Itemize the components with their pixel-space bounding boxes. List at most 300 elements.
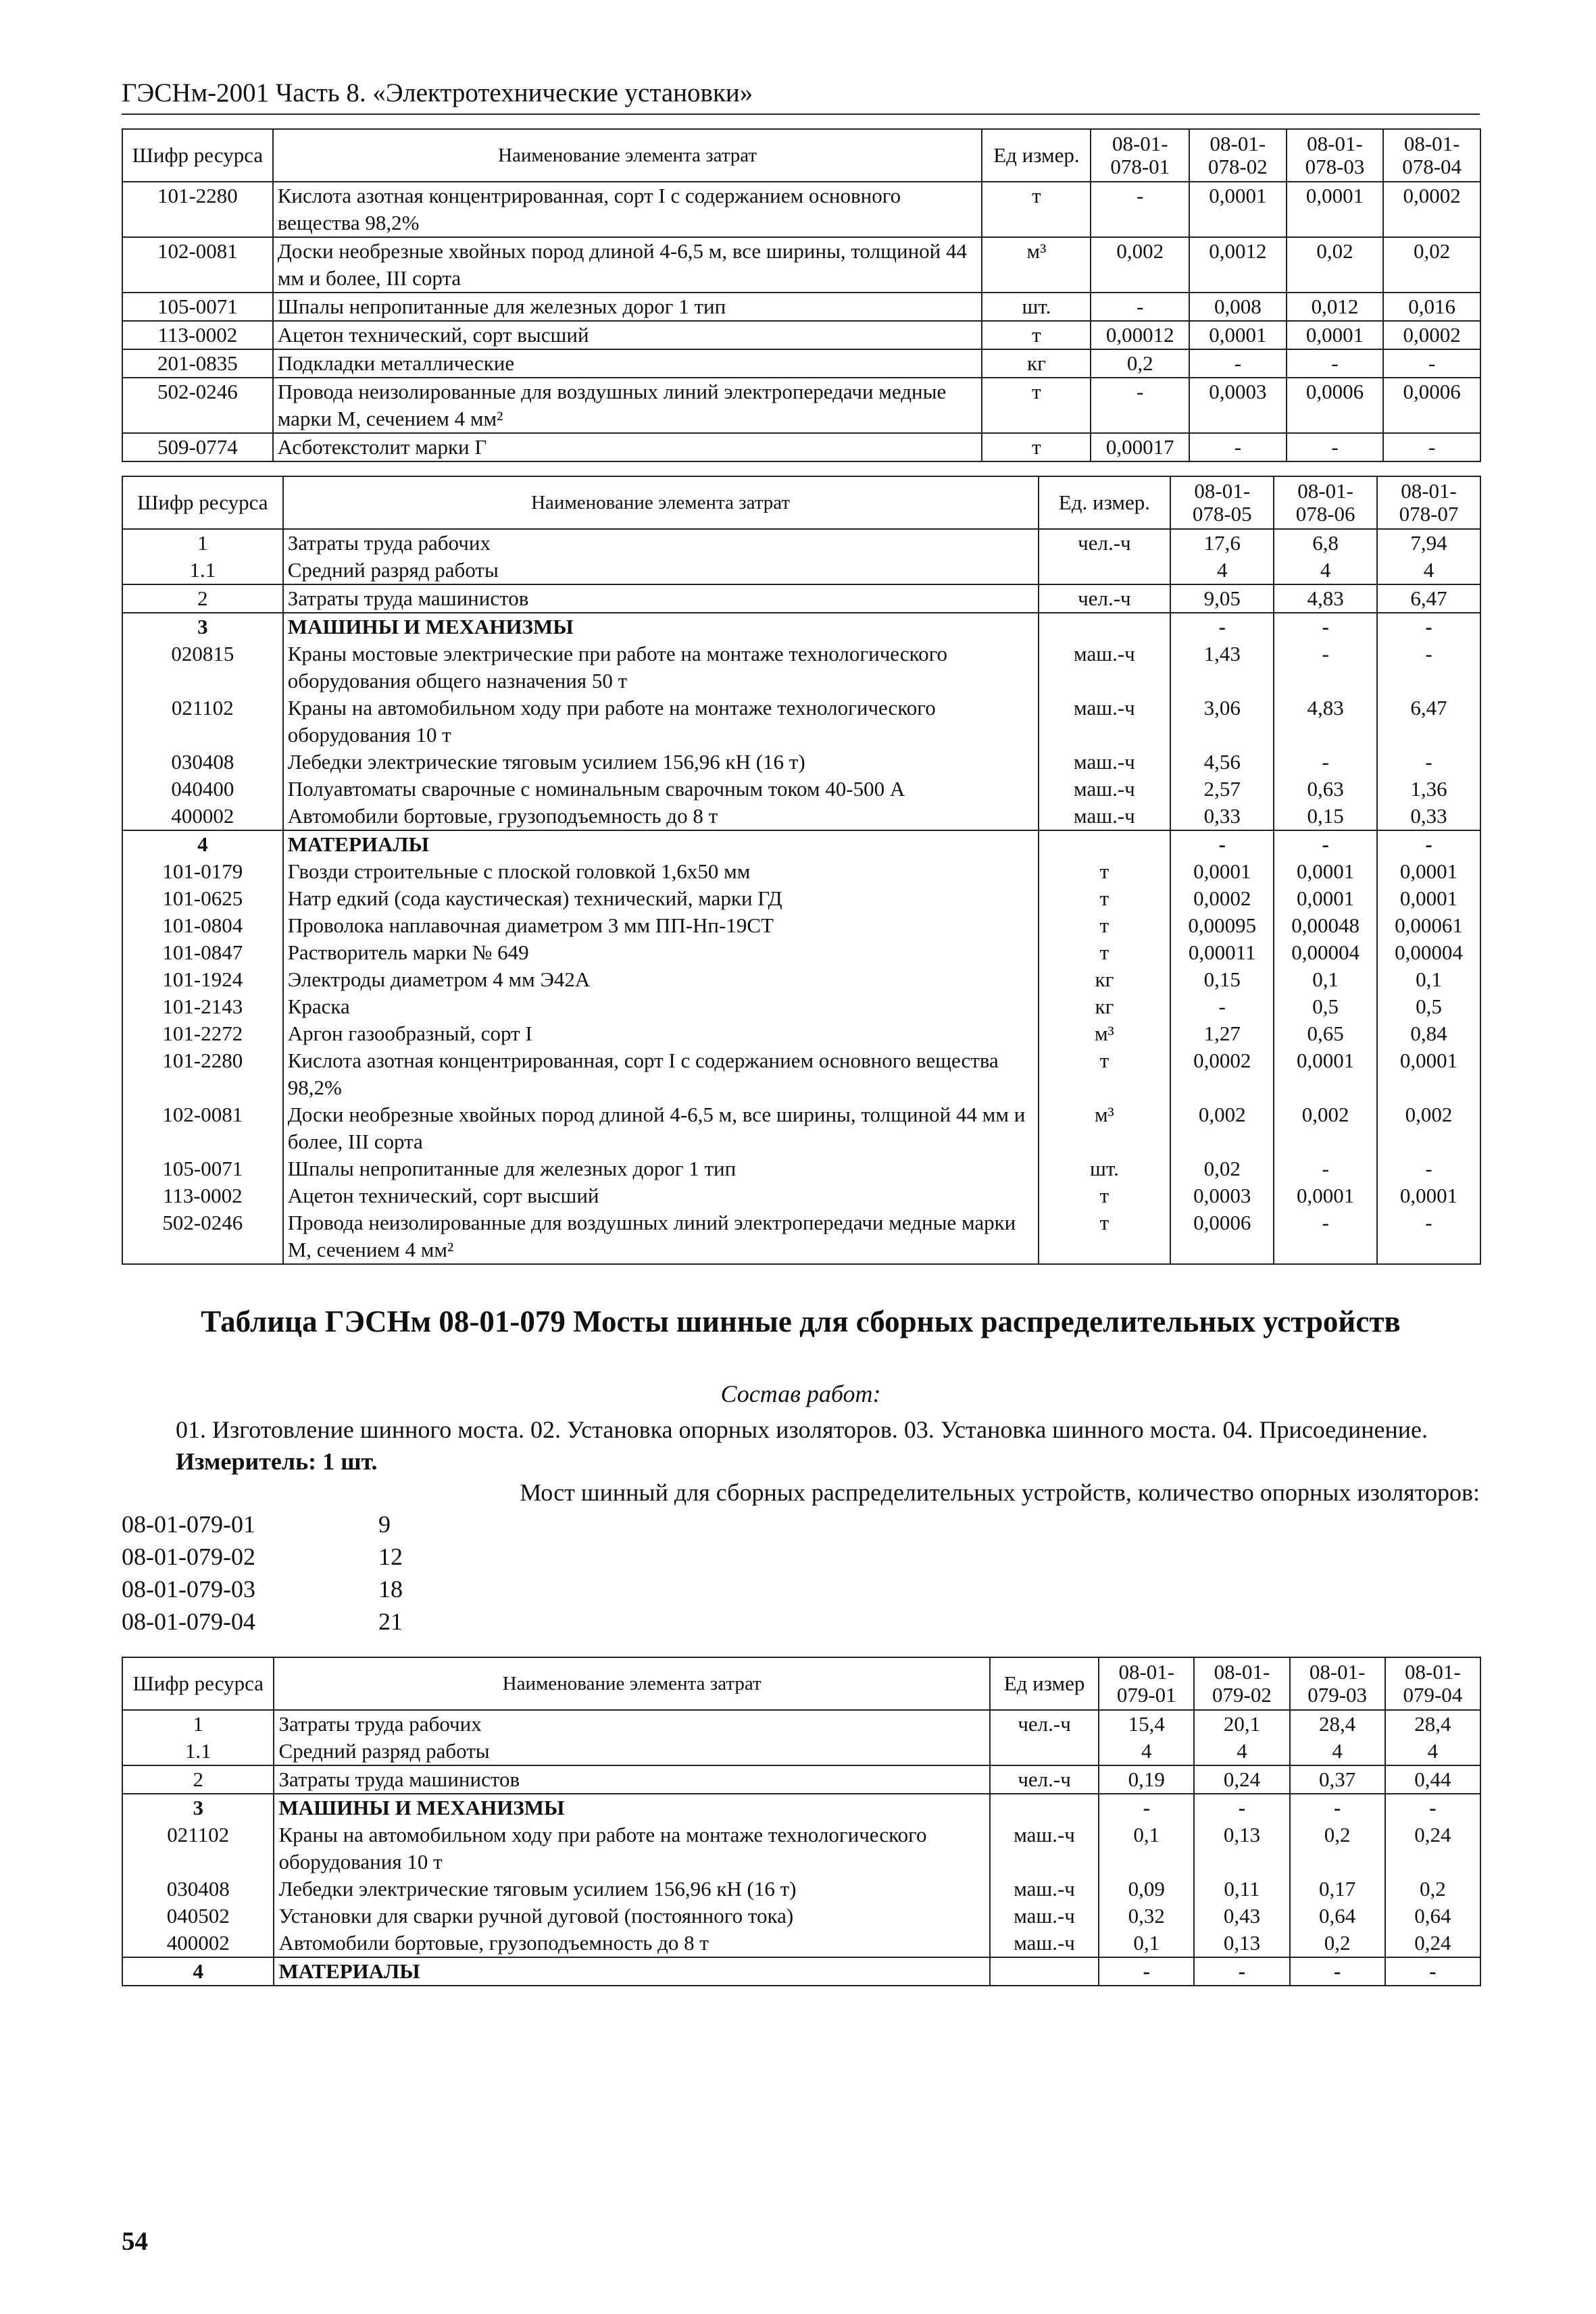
norm-value: 0,64 <box>1385 1903 1480 1930</box>
norm-value: 0,2 <box>1290 1821 1385 1876</box>
norm-value: - <box>1377 613 1480 640</box>
norm-value: 0,0012 <box>1189 237 1287 293</box>
norm-value: - <box>1099 1957 1194 1986</box>
norm-value: 4,56 <box>1170 749 1274 776</box>
resource-name: Ацетон технический, сорт высший <box>273 321 982 349</box>
document-page <box>122 74 1480 1986</box>
table-row <box>122 182 1480 237</box>
resource-code: 030408 <box>122 749 283 776</box>
norm-value: 0,008 <box>1189 293 1287 321</box>
table-row <box>122 803 1480 830</box>
norm-value: 0,0001 <box>1274 885 1377 912</box>
norm-value: - <box>1170 993 1274 1020</box>
norm-value: 0,1 <box>1274 966 1377 993</box>
norm-value: 0,00011 <box>1170 939 1274 966</box>
table-row <box>122 584 1480 613</box>
resource-name: Аргон газообразный, сорт I <box>283 1020 1039 1047</box>
page-number: 54 <box>122 2227 148 2256</box>
unit: т <box>1039 912 1171 939</box>
resource-code: 040400 <box>122 776 283 803</box>
unit: чел.-ч <box>1039 584 1171 613</box>
resource-name: Электроды диаметром 4 мм Э42А <box>283 966 1039 993</box>
meter: Измеритель: 1 шт. <box>176 1448 378 1475</box>
unit <box>1039 830 1171 858</box>
table-row <box>122 939 1480 966</box>
norm-value: 4,83 <box>1274 695 1377 749</box>
column-header: Наименование элемента затрат <box>283 476 1039 529</box>
column-header: 08-01-078-07 <box>1377 476 1480 529</box>
column-header: 08-01-078-02 <box>1189 129 1287 182</box>
norm-value: 6,8 <box>1274 529 1377 557</box>
resource-code: 400002 <box>122 1930 274 1957</box>
unit: кг <box>1039 966 1171 993</box>
norm-value: 0,00048 <box>1274 912 1377 939</box>
norm-value: - <box>1170 613 1274 640</box>
unit: маш.-ч <box>990 1930 1099 1957</box>
norm-value: - <box>1274 640 1377 695</box>
norm-value: 0,65 <box>1274 1020 1377 1047</box>
norm-value: 0,0001 <box>1274 858 1377 885</box>
norm-value: - <box>1170 830 1274 858</box>
unit: т <box>1039 1047 1171 1101</box>
table-row <box>122 349 1480 378</box>
norm-value: 0,32 <box>1099 1903 1194 1930</box>
resource-code: 021102 <box>122 1821 274 1876</box>
column-header: 08-01-079-02 <box>1194 1657 1289 1710</box>
resource-name: Лебедки электрические тяговым усилием 156,96 кН (16 т) <box>274 1876 989 1903</box>
norm-value: 0,24 <box>1385 1821 1480 1876</box>
unit: маш.-ч <box>1039 776 1171 803</box>
unit <box>1039 557 1171 584</box>
norm-value: 4 <box>1170 557 1274 584</box>
column-header: Наименование элемента затрат <box>274 1657 989 1710</box>
meter-description: Мост шинный для сборных распределительных устройств, количество опорных изоляторов: <box>520 1479 1480 1506</box>
table-row <box>122 1710 1480 1738</box>
norm-value: 0,17 <box>1290 1876 1385 1903</box>
resource-name: МАШИНЫ И МЕХАНИЗМЫ <box>274 1794 989 1821</box>
table-row <box>122 1903 1480 1930</box>
resource-code: 101-2280 <box>122 182 273 237</box>
code: 08-01-079-03 <box>122 1576 255 1603</box>
unit: т <box>1039 885 1171 912</box>
norm-value: 7,94 <box>1377 529 1480 557</box>
norm-value: - <box>1383 433 1480 461</box>
column-header: Шифр ресурса <box>122 476 283 529</box>
norm-value: 0,1 <box>1377 966 1480 993</box>
norm-value: 2,57 <box>1170 776 1274 803</box>
norm-value: 0,13 <box>1194 1821 1289 1876</box>
table-row <box>122 776 1480 803</box>
norm-value: 0,5 <box>1377 993 1480 1020</box>
code-list <box>122 1508 1480 1638</box>
norm-value: 0,00012 <box>1091 321 1189 349</box>
resource-name: Полуавтоматы сварочные с номинальным сварочным током 40-500 А <box>283 776 1039 803</box>
code-item <box>122 1540 1480 1573</box>
norm-value: - <box>1290 1794 1385 1821</box>
insulator-count: 12 <box>378 1543 403 1570</box>
norm-value: - <box>1194 1957 1289 1986</box>
norm-value: 0,84 <box>1377 1020 1480 1047</box>
table-row <box>122 1930 1480 1957</box>
norm-value: 4 <box>1385 1738 1480 1765</box>
norm-value: - <box>1377 1155 1480 1182</box>
unit: т <box>1039 858 1171 885</box>
resource-name: Краны мостовые электрические при работе на монтаже технологического оборудования общего назначения 50 т <box>283 640 1039 695</box>
table-row <box>122 695 1480 749</box>
norm-value: 0,0002 <box>1383 182 1480 237</box>
norm-value: 0,002 <box>1170 1101 1274 1155</box>
norm-value: 4 <box>1194 1738 1289 1765</box>
norm-value: 0,0001 <box>1170 858 1274 885</box>
norm-value: 0,00061 <box>1377 912 1480 939</box>
table-row <box>122 293 1480 321</box>
unit: т <box>1039 1182 1171 1209</box>
norm-value: - <box>1383 349 1480 378</box>
column-header: 08-01-078-03 <box>1287 129 1384 182</box>
table-row <box>122 529 1480 557</box>
column-header: Ед измер. <box>982 129 1091 182</box>
norm-value: 0,2 <box>1385 1876 1480 1903</box>
resource-name: Средний разряд работы <box>274 1738 989 1765</box>
norm-value: - <box>1287 433 1384 461</box>
unit: шт. <box>982 293 1091 321</box>
norm-value: 0,0003 <box>1170 1182 1274 1209</box>
norm-value: 0,0003 <box>1189 378 1287 433</box>
norm-value: 4 <box>1377 557 1480 584</box>
unit: м³ <box>982 237 1091 293</box>
norm-value: - <box>1274 830 1377 858</box>
norm-value: 28,4 <box>1385 1710 1480 1738</box>
resource-code: 2 <box>122 1765 274 1794</box>
norm-value: 0,02 <box>1170 1155 1274 1182</box>
resource-name: Затраты труда рабочих <box>274 1710 989 1738</box>
norm-value: 0,24 <box>1194 1765 1289 1794</box>
norm-value: 0,0006 <box>1170 1209 1274 1264</box>
resource-code: 101-2143 <box>122 993 283 1020</box>
norm-value: 0,63 <box>1274 776 1377 803</box>
norm-value: 0,1 <box>1099 1821 1194 1876</box>
table-row <box>122 830 1480 858</box>
resource-name: Краска <box>283 993 1039 1020</box>
norm-value: - <box>1194 1794 1289 1821</box>
unit: маш.-ч <box>990 1876 1099 1903</box>
table-row <box>122 433 1480 461</box>
norm-value: - <box>1274 1209 1377 1264</box>
unit: маш.-ч <box>990 1821 1099 1876</box>
unit: маш.-ч <box>990 1903 1099 1930</box>
norm-value: 0,0006 <box>1383 378 1480 433</box>
code-item <box>122 1508 1480 1540</box>
unit: чел.-ч <box>990 1710 1099 1738</box>
resource-name: Установки для сварки ручной дуговой (постоянного тока) <box>274 1903 989 1930</box>
resource-table-079 <box>122 1657 1481 1986</box>
resource-code: 3 <box>122 1794 274 1821</box>
norm-value: - <box>1385 1794 1480 1821</box>
table-row <box>122 557 1480 584</box>
resource-name: Автомобили бортовые, грузоподъемность до 8 т <box>274 1930 989 1957</box>
table-row <box>122 1876 1480 1903</box>
unit: чел.-ч <box>1039 529 1171 557</box>
column-header: Шифр ресурса <box>122 129 273 182</box>
column-header: Наименование элемента затрат <box>273 129 982 182</box>
resource-name: Гвозди строительные с плоской головкой 1,6x50 мм <box>283 858 1039 885</box>
table-row <box>122 1794 1480 1821</box>
norm-value: 0,0001 <box>1274 1182 1377 1209</box>
table-row <box>122 1155 1480 1182</box>
resource-code: 105-0071 <box>122 1155 283 1182</box>
resource-code: 101-0847 <box>122 939 283 966</box>
norm-value: - <box>1189 433 1287 461</box>
norm-value: 0,19 <box>1099 1765 1194 1794</box>
norm-value: - <box>1091 182 1189 237</box>
table-row <box>122 912 1480 939</box>
unit: чел.-ч <box>990 1765 1099 1794</box>
resource-code: 1.1 <box>122 557 283 584</box>
norm-value: 0,0001 <box>1189 321 1287 349</box>
table-row <box>122 1209 1480 1264</box>
norm-value: 0,02 <box>1383 237 1480 293</box>
norm-value: 0,44 <box>1385 1765 1480 1794</box>
unit: т <box>1039 1209 1171 1264</box>
norm-value: 0,002 <box>1274 1101 1377 1155</box>
resource-name: Натр едкий (сода каустическая) технический, марки ГД <box>283 885 1039 912</box>
norm-value: 0,1 <box>1099 1930 1194 1957</box>
norm-value: 0,2 <box>1091 349 1189 378</box>
norm-value: 0,2 <box>1290 1930 1385 1957</box>
norm-value: 4,83 <box>1274 584 1377 613</box>
norm-value: 0,0001 <box>1377 885 1480 912</box>
resource-code: 101-2272 <box>122 1020 283 1047</box>
norm-value: 0,43 <box>1194 1903 1289 1930</box>
table-row <box>122 1765 1480 1794</box>
norm-value: - <box>1274 613 1377 640</box>
resource-name: Проволока наплавочная диаметром 3 мм ПП-Нп-19СТ <box>283 912 1039 939</box>
norm-value: 17,6 <box>1170 529 1274 557</box>
norm-value: - <box>1287 349 1384 378</box>
norm-value: 0,02 <box>1287 237 1384 293</box>
table-row <box>122 378 1480 433</box>
unit: маш.-ч <box>1039 640 1171 695</box>
unit: м³ <box>1039 1101 1171 1155</box>
column-header: 08-01-078-01 <box>1091 129 1189 182</box>
resource-name: МАТЕРИАЛЫ <box>283 830 1039 858</box>
norm-value: 0,00017 <box>1091 433 1189 461</box>
table-row <box>122 613 1480 640</box>
table-row <box>122 640 1480 695</box>
insulator-count: 21 <box>378 1608 403 1635</box>
resource-name: Ацетон технический, сорт высший <box>283 1182 1039 1209</box>
norm-value: 0,0001 <box>1274 1047 1377 1101</box>
unit: т <box>982 378 1091 433</box>
norm-value: 1,36 <box>1377 776 1480 803</box>
resource-code: 040502 <box>122 1903 274 1930</box>
unit: м³ <box>1039 1020 1171 1047</box>
norm-value: 0,33 <box>1170 803 1274 830</box>
norm-value: 3,06 <box>1170 695 1274 749</box>
norm-value: - <box>1091 293 1189 321</box>
table-row <box>122 1101 1480 1155</box>
norm-value: 0,0002 <box>1170 1047 1274 1101</box>
norm-value: - <box>1377 1209 1480 1264</box>
norm-value: 0,13 <box>1194 1930 1289 1957</box>
resource-code: 3 <box>122 613 283 640</box>
norm-value: - <box>1189 349 1287 378</box>
column-header: 08-01-078-06 <box>1274 476 1377 529</box>
code: 08-01-079-02 <box>122 1543 255 1570</box>
table-row <box>122 993 1480 1020</box>
table-row <box>122 321 1480 349</box>
norm-value: 0,11 <box>1194 1876 1289 1903</box>
norm-value: 0,33 <box>1377 803 1480 830</box>
unit: т <box>982 433 1091 461</box>
resource-name: Автомобили бортовые, грузоподъемность до 8 т <box>283 803 1039 830</box>
norm-value: 0,09 <box>1099 1876 1194 1903</box>
norm-value: 4 <box>1274 557 1377 584</box>
resource-code: 201-0835 <box>122 349 273 378</box>
column-header: 08-01-079-03 <box>1290 1657 1385 1710</box>
resource-code: 021102 <box>122 695 283 749</box>
table-row <box>122 1738 1480 1765</box>
column-header: Ед измер <box>990 1657 1099 1710</box>
resource-code: 101-2280 <box>122 1047 283 1101</box>
table-row <box>122 1047 1480 1101</box>
section-title: Таблица ГЭСНм 08-01-079 Мосты шинные для сборных распределительных устройств <box>201 1305 1401 1338</box>
unit: маш.-ч <box>1039 695 1171 749</box>
resource-name: Провода неизолированные для воздушных линий электропередачи медные марки М, сечением 4 мм² <box>283 1209 1039 1264</box>
norm-value: 0,002 <box>1091 237 1189 293</box>
norm-value: 0,0001 <box>1377 858 1480 885</box>
norm-value: 0,012 <box>1287 293 1384 321</box>
norm-value: 0,0002 <box>1383 321 1480 349</box>
resource-name: Средний разряд работы <box>283 557 1039 584</box>
resource-name: Затраты труда машинистов <box>274 1765 989 1794</box>
column-header: 08-01-079-04 <box>1385 1657 1480 1710</box>
resource-code: 4 <box>122 1957 274 1986</box>
code: 08-01-079-04 <box>122 1608 255 1635</box>
resource-code: 113-0002 <box>122 321 273 349</box>
norm-value: 0,016 <box>1383 293 1480 321</box>
resource-code: 020815 <box>122 640 283 695</box>
resource-code: 509-0774 <box>122 433 273 461</box>
resource-name: Провода неизолированные для воздушных линий электропередачи медные марки М, сечением 4 мм² <box>273 378 982 433</box>
table-row <box>122 1957 1480 1986</box>
resource-code: 102-0081 <box>122 237 273 293</box>
norm-value: 0,24 <box>1385 1930 1480 1957</box>
norm-value: 0,0002 <box>1170 885 1274 912</box>
norm-value: 6,47 <box>1377 695 1480 749</box>
running-head: ГЭСНм-2001 Часть 8. «Электротехнические установки» <box>122 74 1480 115</box>
norm-value: 0,64 <box>1290 1903 1385 1930</box>
column-header: 08-01-079-01 <box>1099 1657 1194 1710</box>
code-item <box>122 1573 1480 1605</box>
resource-code: 502-0246 <box>122 1209 283 1264</box>
resource-code: 1.1 <box>122 1738 274 1765</box>
norm-value: - <box>1091 378 1189 433</box>
norm-value: 28,4 <box>1290 1710 1385 1738</box>
resource-code: 101-0179 <box>122 858 283 885</box>
norm-value: - <box>1099 1794 1194 1821</box>
resource-name: Подкладки металлические <box>273 349 982 378</box>
norm-value: 0,15 <box>1170 966 1274 993</box>
resource-name: Шпалы непропитанные для железных дорог 1 тип <box>273 293 982 321</box>
resource-code: 101-0625 <box>122 885 283 912</box>
norm-value: 0,00004 <box>1377 939 1480 966</box>
unit: маш.-ч <box>1039 749 1171 776</box>
resource-code: 502-0246 <box>122 378 273 433</box>
norm-value: 0,37 <box>1290 1765 1385 1794</box>
resource-code: 101-0804 <box>122 912 283 939</box>
unit: шт. <box>1039 1155 1171 1182</box>
resource-name: МАТЕРИАЛЫ <box>274 1957 989 1986</box>
insulator-count: 18 <box>378 1576 403 1603</box>
norm-value: - <box>1377 830 1480 858</box>
unit: кг <box>1039 993 1171 1020</box>
resource-name: Краны на автомобильном ходу при работе на монтаже технологического оборудования 10 т <box>283 695 1039 749</box>
norm-value: 0,15 <box>1274 803 1377 830</box>
unit: маш.-ч <box>1039 803 1171 830</box>
norm-value: 6,47 <box>1377 584 1480 613</box>
resource-name: Асботекстолит марки Г <box>273 433 982 461</box>
resource-name: Краны на автомобильном ходу при работе на монтаже технологического оборудования 10 т <box>274 1821 989 1876</box>
norm-value: 0,00095 <box>1170 912 1274 939</box>
norm-value: 0,5 <box>1274 993 1377 1020</box>
norm-value: 4 <box>1290 1738 1385 1765</box>
norm-value: 0,00004 <box>1274 939 1377 966</box>
table-row <box>122 858 1480 885</box>
resource-name: Лебедки электрические тяговым усилием 156,96 кН (16 т) <box>283 749 1039 776</box>
norm-value: - <box>1377 749 1480 776</box>
norm-value: 0,0001 <box>1189 182 1287 237</box>
table-row <box>122 1182 1480 1209</box>
table-row <box>122 1020 1480 1047</box>
resource-code: 102-0081 <box>122 1101 283 1155</box>
column-header: 08-01-078-04 <box>1383 129 1480 182</box>
resource-code: 400002 <box>122 803 283 830</box>
resource-code: 1 <box>122 1710 274 1738</box>
code: 08-01-079-01 <box>122 1511 255 1538</box>
table-row <box>122 966 1480 993</box>
code-item <box>122 1605 1480 1638</box>
norm-value: - <box>1385 1957 1480 1986</box>
resource-table-078-01-04 <box>122 128 1481 462</box>
norm-value: - <box>1274 1155 1377 1182</box>
norm-value: - <box>1377 640 1480 695</box>
norm-value: 0,0001 <box>1377 1047 1480 1101</box>
resource-name: Затраты труда рабочих <box>283 529 1039 557</box>
column-header: Шифр ресурса <box>122 1657 274 1710</box>
norm-value: 0,0001 <box>1287 182 1384 237</box>
column-header: Ед. измер. <box>1039 476 1171 529</box>
resource-code: 2 <box>122 584 283 613</box>
unit: т <box>982 182 1091 237</box>
norm-value: 4 <box>1099 1738 1194 1765</box>
table-row <box>122 237 1480 293</box>
resource-name: Затраты труда машинистов <box>283 584 1039 613</box>
norm-value: 0,002 <box>1377 1101 1480 1155</box>
composition-heading: Состав работ: <box>720 1380 881 1407</box>
norm-value: 0,0001 <box>1287 321 1384 349</box>
norm-value: - <box>1290 1957 1385 1986</box>
resource-name: Растворитель марки № 649 <box>283 939 1039 966</box>
norm-value: 20,1 <box>1194 1710 1289 1738</box>
resource-code: 101-1924 <box>122 966 283 993</box>
resource-name: Кислота азотная концентрированная, сорт I с содержанием основного вещества 98,2% <box>273 182 982 237</box>
resource-code: 1 <box>122 529 283 557</box>
unit: т <box>982 321 1091 349</box>
resource-name: Доски необрезные хвойных пород длиной 4-6,5 м, все ширины, толщиной 44 мм и более, III сорта <box>273 237 982 293</box>
norm-value: - <box>1274 749 1377 776</box>
norm-value: 1,27 <box>1170 1020 1274 1047</box>
